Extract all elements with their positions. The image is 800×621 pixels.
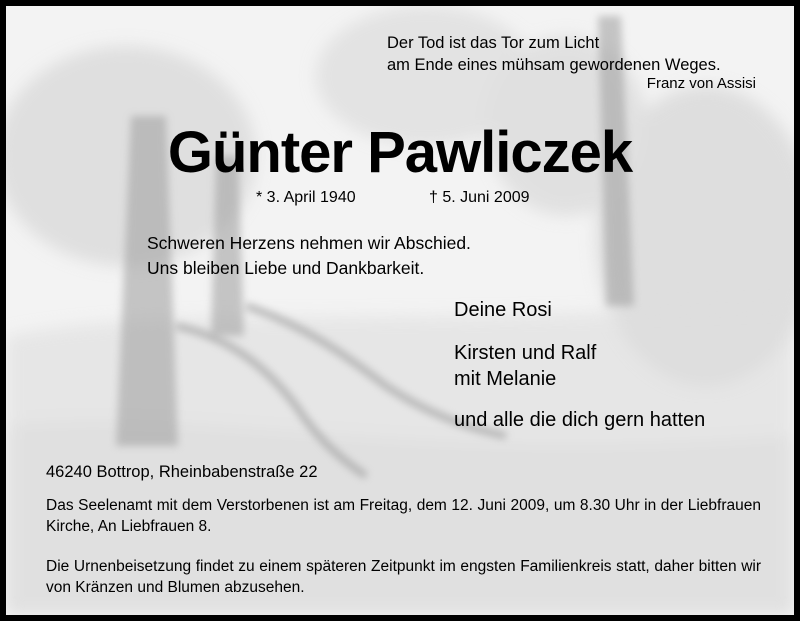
mourner-kirsten-ralf: Kirsten und Ralf xyxy=(454,342,597,364)
requiem-notice: Das Seelenamt mit dem Verstorbenen ist am Freitag, dem 12. Juni 2009, um 8.30 Uhr in der Liebfrauen Kirche, An Liebfrauen 8. xyxy=(46,497,761,535)
farewell-line-1: Schweren Herzens nehmen wir Abschied. xyxy=(147,233,471,253)
burial-notice: Die Urnenbeisetzung findet zu einem späteren Zeitpunkt im engsten Familienkreis statt, daher bitten wir von Kränzen und Blumen abzusehen. xyxy=(46,558,761,596)
address: 46240 Bottrop, Rheinbabenstraße 22 xyxy=(46,463,318,481)
mourner-melanie: mit Melanie xyxy=(454,368,557,390)
mourner-rosi: Deine Rosi xyxy=(454,299,552,321)
birth-date: * 3. April 1940 xyxy=(256,189,356,206)
deceased-name: Günter Pawliczek xyxy=(167,120,633,185)
mourner-all: und alle die dich gern hatten xyxy=(454,409,706,431)
quote-line-1: Der Tod ist das Tor zum Licht xyxy=(387,34,600,52)
quote-author: Franz von Assisi xyxy=(646,75,756,92)
quote-line-2: am Ende eines mühsam gewordenen Weges. xyxy=(387,56,721,74)
farewell-line-2: Uns bleiben Liebe und Dankbarkeit. xyxy=(147,258,425,278)
death-date: † 5. Juni 2009 xyxy=(429,189,530,206)
